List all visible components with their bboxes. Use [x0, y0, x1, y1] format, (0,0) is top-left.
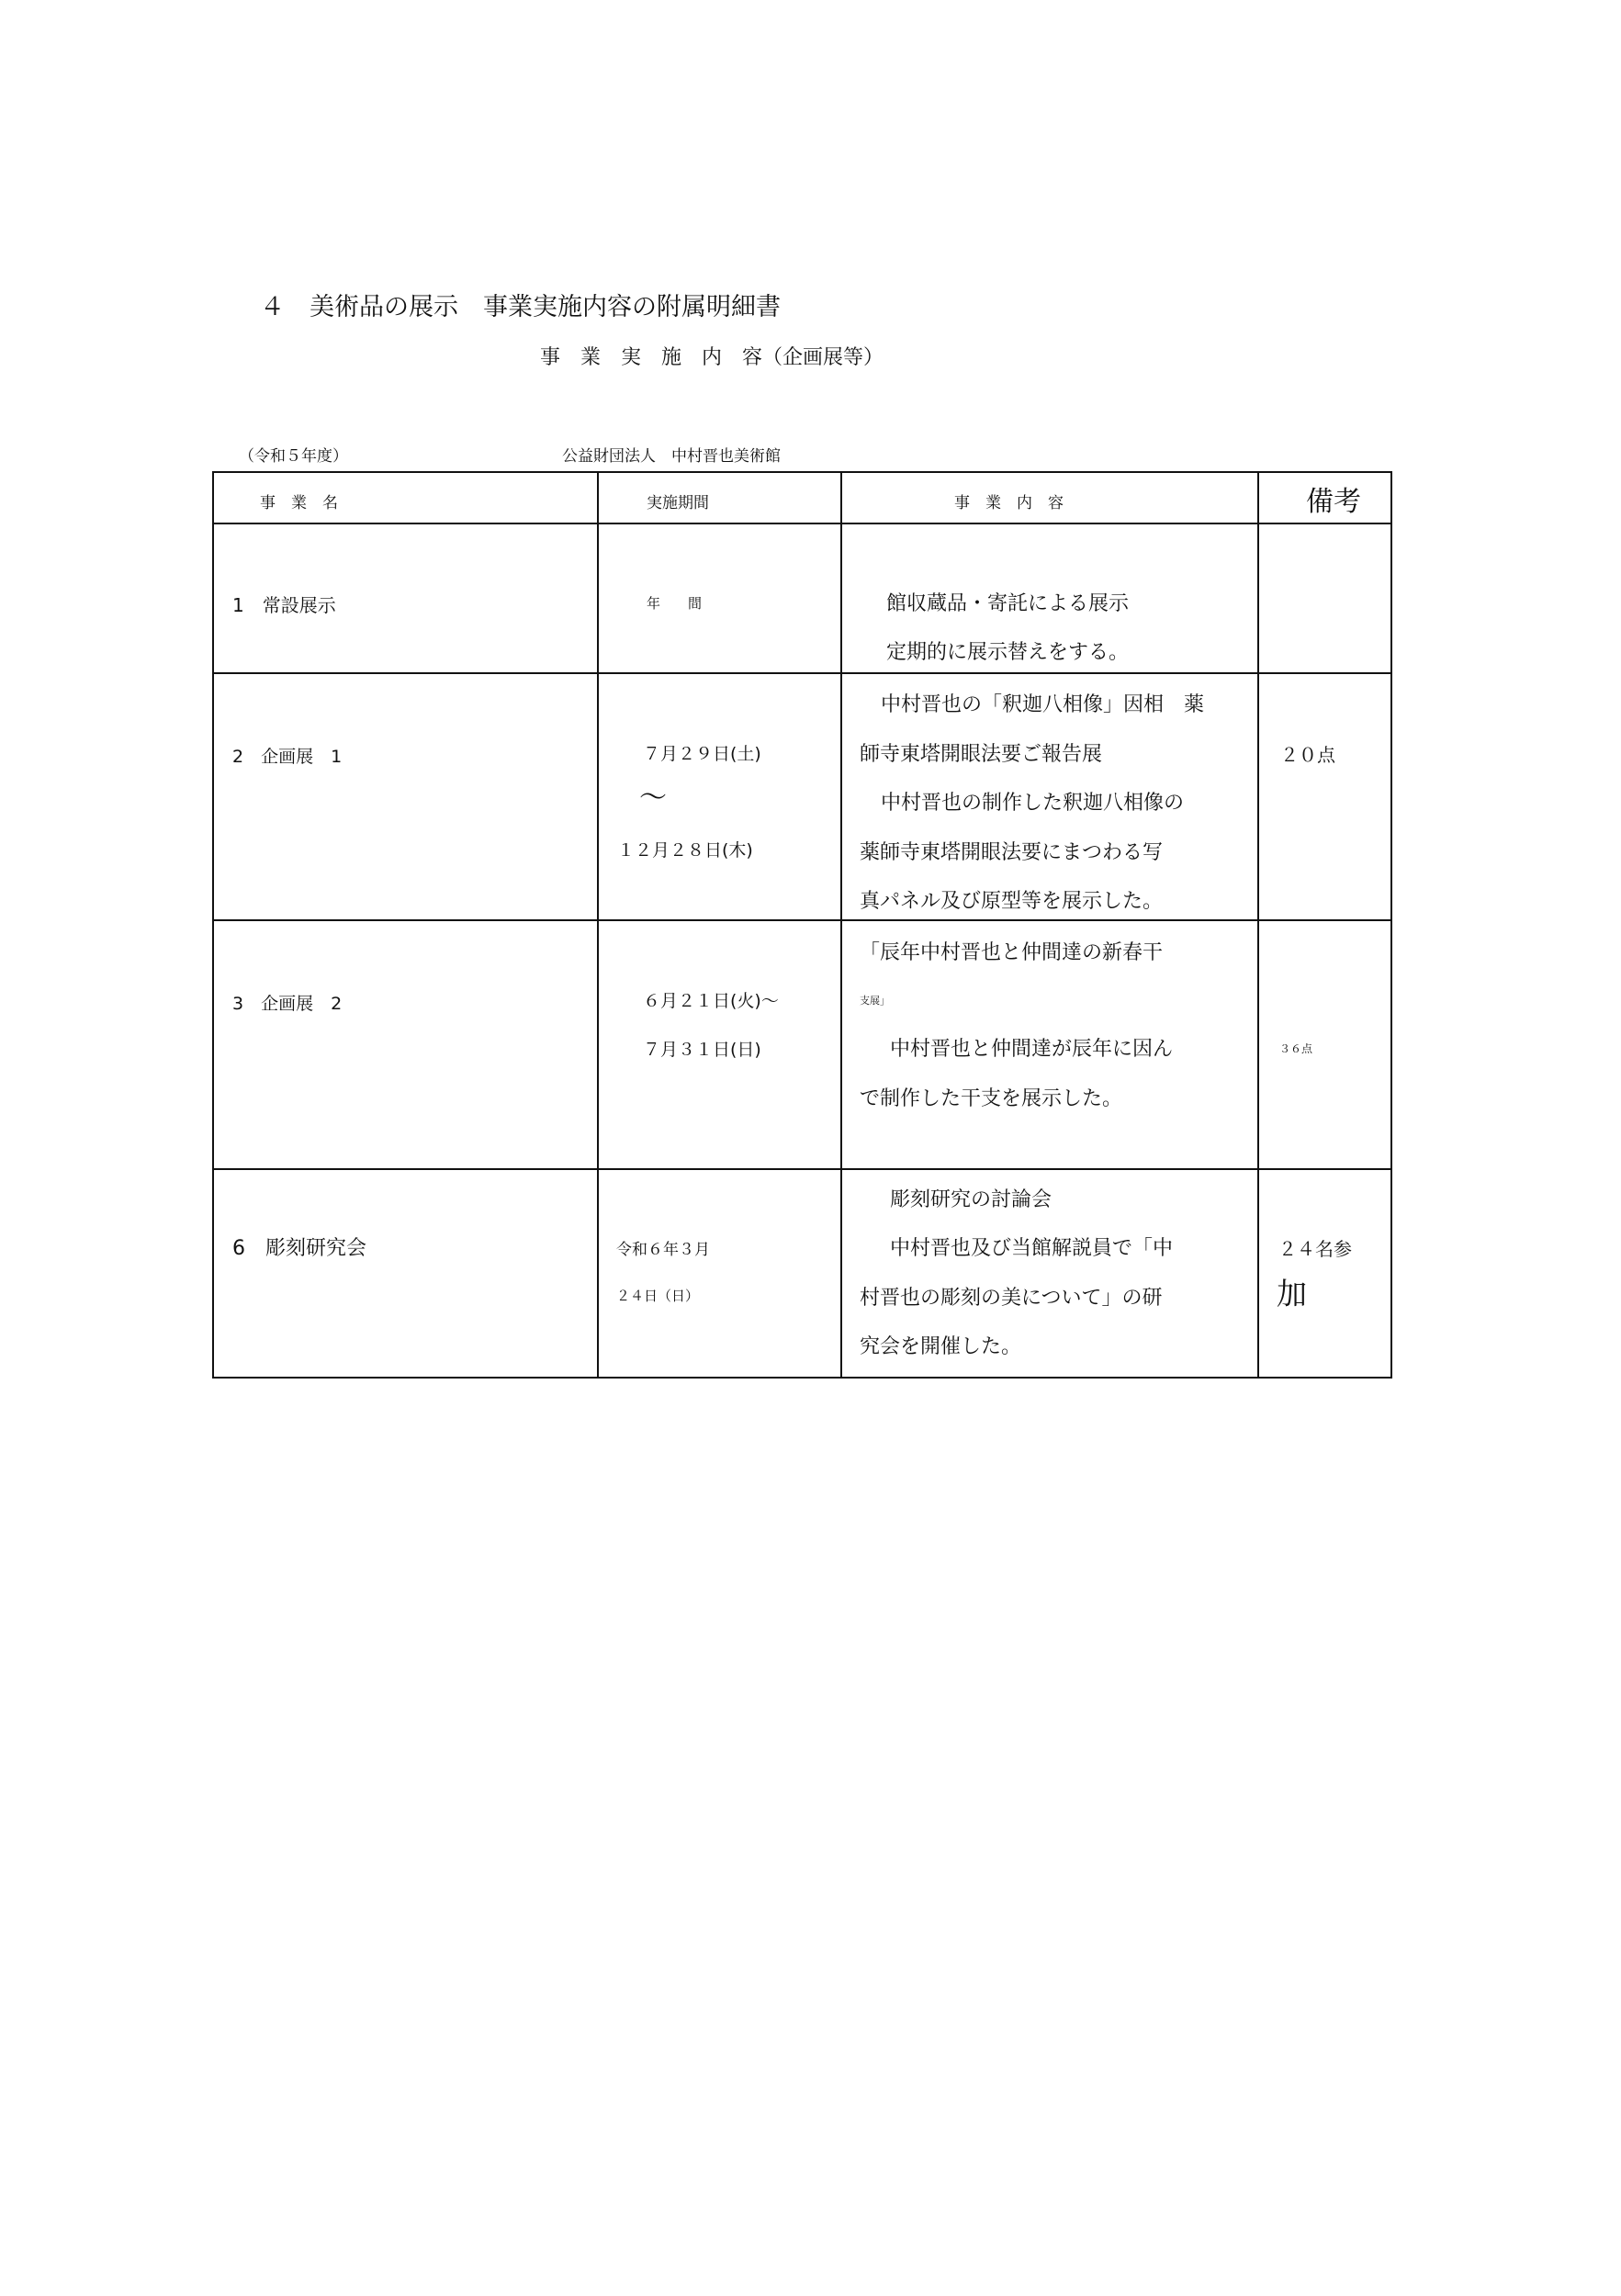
row2-period-line: １２月２８日(木)	[617, 840, 753, 861]
document-subtitle: 事 業 実 施 内 容（企画展等）	[540, 346, 884, 369]
header-name: 事 業 名	[260, 494, 338, 512]
row4-period-line: 令和６年３月	[616, 1241, 710, 1259]
column-divider	[1257, 471, 1259, 1379]
row3-period-line: ６月２１日(火)〜	[643, 991, 779, 1011]
row3-content-line: 支展」	[860, 995, 890, 1007]
row3-period-line: ７月３１日(日)	[643, 1040, 761, 1060]
row4-content-line: 中村晋也及び当館解説員で「中	[890, 1237, 1174, 1260]
header-content: 事 業 内 容	[954, 494, 1064, 512]
row2-content-line: 中村晋也の「釈迦八相像」因相 薬	[881, 693, 1205, 716]
row4-content-line: 究会を開催した。	[860, 1335, 1022, 1358]
row1-name: 1 常設展示	[232, 594, 336, 616]
row3-name: 3 企画展 2	[232, 994, 343, 1014]
table-border-top	[212, 471, 1392, 473]
row3-content-line: 中村晋也と仲間達が辰年に因ん	[890, 1038, 1174, 1061]
organization-name: 公益財団法人 中村晋也美術館	[562, 447, 781, 466]
row-divider	[212, 672, 1392, 674]
row2-remarks: ２０点	[1280, 744, 1335, 766]
column-divider	[597, 471, 599, 1379]
table-border-right	[1390, 471, 1392, 1379]
row3-remarks: ３６点	[1279, 1042, 1313, 1055]
row-divider	[212, 1168, 1392, 1170]
row4-content-line: 彫刻研究の討論会	[890, 1188, 1053, 1211]
row2-content-line: 薬師寺東塔開眼法要にまつわる写	[860, 841, 1164, 864]
row-divider	[212, 523, 1392, 524]
row4-name: 6 彫刻研究会	[232, 1237, 366, 1260]
column-divider	[840, 471, 842, 1379]
row2-content-line: 真パネル及び原型等を展示した。	[860, 890, 1164, 913]
row2-content-line: 師寺東塔開眼法要ご報告展	[860, 743, 1103, 766]
row4-remarks-line: 加	[1277, 1276, 1307, 1311]
row1-period-line: 年 間	[647, 595, 703, 612]
row3-content-line: 「辰年中村晋也と仲間達の新春干	[860, 941, 1164, 964]
fiscal-year-label: （令和５年度）	[239, 447, 348, 466]
row1-content-line: 定期的に展示替えをする。	[886, 641, 1130, 664]
row2-period-line: ７月２９日(土)	[643, 744, 761, 764]
row4-content-line: 村晋也の彫刻の美について」の研	[860, 1287, 1163, 1310]
row2-name: 2 企画展 1	[232, 747, 343, 767]
row2-content-line: 中村晋也の制作した釈迦八相像の	[881, 792, 1185, 815]
row3-content-line: で制作した干支を展示した。	[860, 1087, 1123, 1110]
program-table	[212, 471, 1392, 1379]
table-border-bottom	[212, 1377, 1392, 1379]
row1-content-line: 館収蔵品・寄託による展示	[886, 592, 1130, 615]
table-border-left	[212, 471, 214, 1379]
row-divider	[212, 919, 1392, 921]
row2-period-line: 〜	[639, 782, 667, 814]
document-heading: ４ 美術品の展示 事業実施内容の附属明細書	[260, 293, 781, 321]
row4-remarks-line: ２４名参	[1278, 1238, 1352, 1260]
header-period: 実施期間	[647, 494, 709, 512]
header-remarks: 備考	[1306, 486, 1361, 518]
row4-period-line: ２４日（日）	[616, 1288, 700, 1304]
